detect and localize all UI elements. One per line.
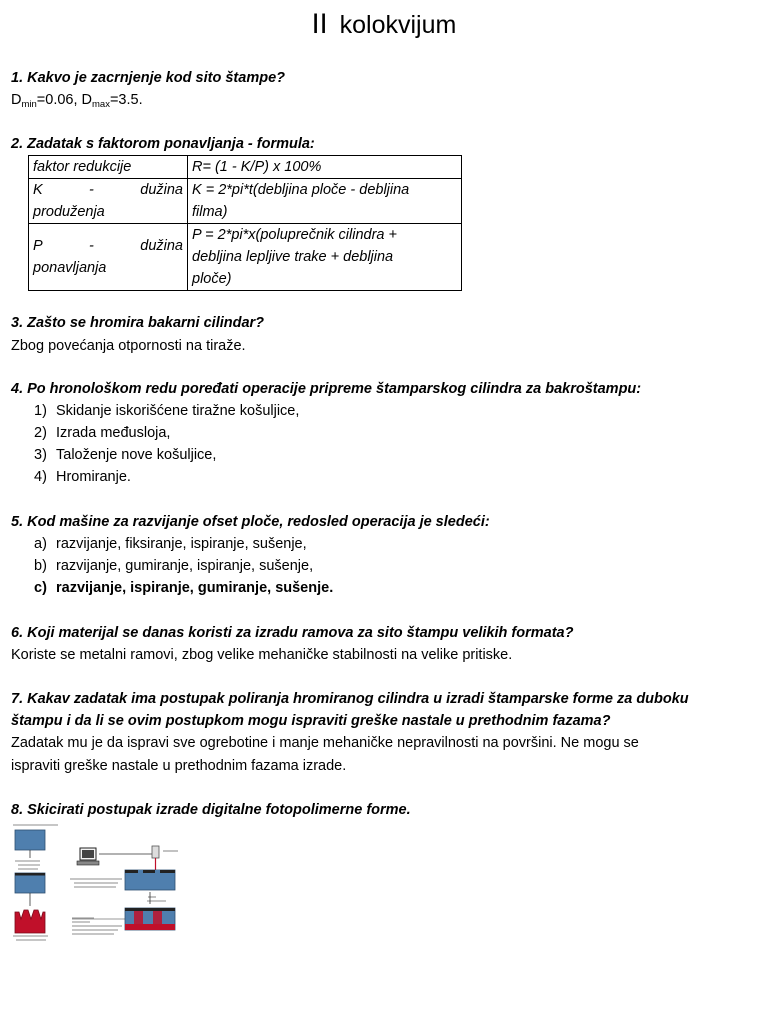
question-6: 6. Koji materijal se danas koristi za izradu ramova za sito štampu velikih formata? bbox=[11, 625, 574, 641]
list-marker: 1) bbox=[34, 403, 47, 419]
table-cell bbox=[29, 179, 188, 224]
cell-text: P bbox=[33, 238, 43, 254]
list-item bbox=[34, 555, 333, 577]
table-cell: faktor redukcije bbox=[29, 156, 188, 179]
question-2: 2. Zadatak s faktorom ponavljanja - formula: bbox=[11, 136, 315, 152]
list-text: Taloženje nove košuljice, bbox=[56, 447, 217, 463]
list-text: razvijanje, fiksiranje, ispiranje, sušenje, bbox=[56, 536, 307, 552]
list-item bbox=[34, 400, 299, 422]
answer-6: Koriste se metalni ramovi, zbog velike mehaničke stabilnosti na velike pritiske. bbox=[11, 647, 513, 663]
list-item-correct bbox=[34, 577, 333, 599]
cell-text: debljina lepljive trake + debljina bbox=[192, 249, 394, 265]
answer-3: Zbog povećanja otpornosti na tiraže. bbox=[11, 338, 246, 354]
photopolymer-process-sketch bbox=[10, 818, 185, 958]
answer-1-min-val: =0.06, D bbox=[36, 92, 93, 108]
question-3: 3. Zašto se hromira bakarni cilindar? bbox=[11, 315, 265, 331]
answer-1-max-sub: max bbox=[92, 99, 110, 110]
cell-text: - bbox=[89, 238, 94, 254]
list-text: Skidanje iskorišćene tiražne košuljice, bbox=[56, 403, 300, 419]
question-8: 8. Skicirati postupak izrade digitalne fotopolimerne forme. bbox=[11, 802, 411, 818]
cell-text: P = 2*pi*x(poluprečnik cilindra + bbox=[192, 227, 397, 243]
table-row bbox=[29, 156, 462, 179]
answer-1-min-sub: min bbox=[21, 99, 37, 110]
page-title bbox=[0, 8, 768, 42]
list-marker: 4) bbox=[34, 469, 47, 485]
list-marker: 2) bbox=[34, 425, 47, 441]
table-row bbox=[29, 224, 462, 291]
list-text: Izrada međusloja, bbox=[56, 425, 171, 441]
cell-text: filma) bbox=[192, 204, 228, 220]
table-cell bbox=[188, 179, 462, 224]
list-item bbox=[34, 533, 333, 555]
question-7-line-2: štampu i da li se ovim postupkom mogu ispraviti greške nastale u prethodnim fazama? bbox=[11, 713, 611, 729]
answer-7-line-1: Zadatak mu je da ispravi sve ogrebotine i manje mehaničke nepravilnosti na površini. Ne mogu se bbox=[11, 735, 639, 751]
cell-text: - bbox=[89, 182, 94, 198]
answer-4-list bbox=[34, 400, 299, 488]
formula-table bbox=[28, 155, 462, 291]
list-text: razvijanje, gumiranje, ispiranje, sušenje, bbox=[56, 558, 314, 574]
title-roman: II bbox=[311, 9, 328, 40]
answer-1-max-val: =3.5. bbox=[109, 92, 143, 108]
table-cell bbox=[29, 224, 188, 291]
list-marker: a) bbox=[34, 536, 47, 552]
question-1: 1. Kakvo je zacrnjenje kod sito štampe? bbox=[11, 70, 285, 86]
question-4: 4. Po hronološkom redu poređati operacije pripreme štamparskog cilindra za bakroštampu: bbox=[11, 381, 642, 397]
answer-7-line-2: ispraviti greške nastale u prethodnim fazama izrade. bbox=[11, 758, 347, 774]
cell-text: dužina bbox=[140, 238, 183, 254]
list-item bbox=[34, 422, 299, 444]
title-text: kolokvijum bbox=[339, 11, 457, 39]
answer-5-list bbox=[34, 533, 333, 599]
table-row bbox=[29, 179, 462, 224]
cell-text: ploče) bbox=[192, 271, 232, 287]
answer-1 bbox=[11, 89, 143, 113]
question-7-line-1: 7. Kakav zadatak ima postupak poliranja hromiranog cilindra u izradi štamparske forme za duboku bbox=[11, 691, 689, 707]
list-marker: 3) bbox=[34, 447, 47, 463]
question-5: 5. Kod mašine za razvijanje ofset ploče, redosled operacija je sledeći: bbox=[11, 514, 490, 530]
cell-text: dužina bbox=[140, 182, 183, 198]
cell-text: produženja bbox=[33, 204, 105, 220]
cell-text: K = 2*pi*t(debljina ploče - debljina bbox=[192, 182, 410, 198]
answer-1-d: D bbox=[11, 92, 22, 108]
list-text: razvijanje, ispiranje, gumiranje, sušenje. bbox=[56, 580, 334, 596]
list-marker: b) bbox=[34, 558, 47, 574]
list-item bbox=[34, 444, 299, 466]
table-cell: R= (1 - K/P) x 100% bbox=[188, 156, 462, 179]
cell-text: K bbox=[33, 182, 43, 198]
list-item bbox=[34, 466, 299, 488]
list-text: Hromiranje. bbox=[56, 469, 131, 485]
cell-text: ponavljanja bbox=[33, 260, 107, 276]
list-marker: c) bbox=[34, 580, 47, 596]
table-cell bbox=[188, 224, 462, 291]
